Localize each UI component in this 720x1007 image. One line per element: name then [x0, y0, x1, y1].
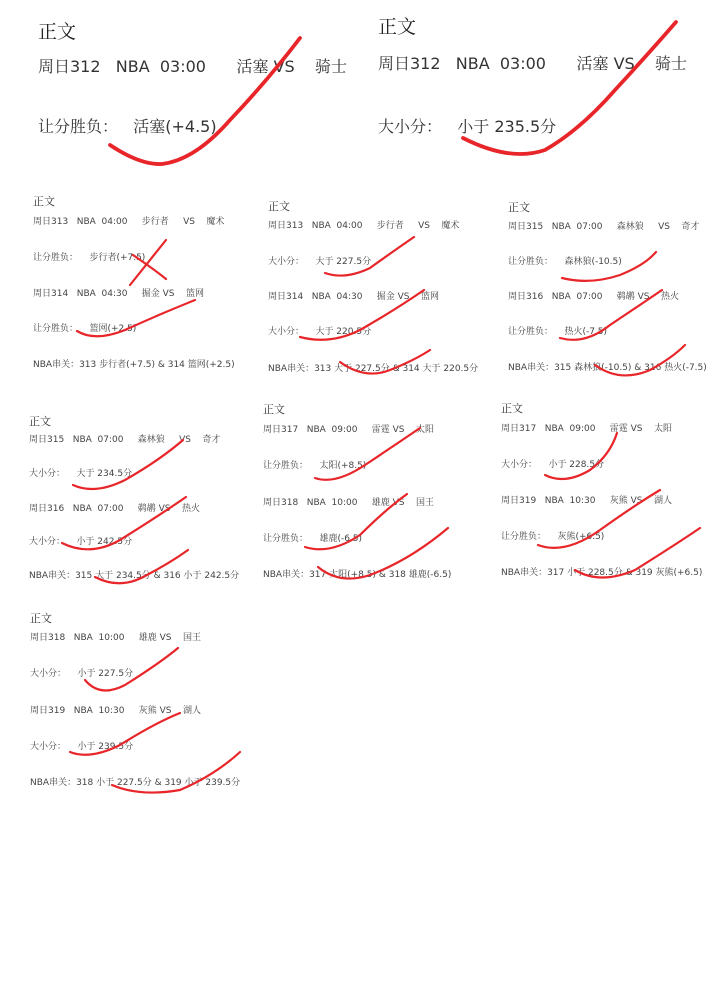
bet-line: 让分胜负： 雄鹿(-6.5): [263, 534, 363, 544]
match-line: 周日317 NBA 09:00 雷霆 VS 太阳: [263, 425, 434, 435]
match-line: 周日313 NBA 04:00 步行者 VS 魔术: [33, 217, 225, 227]
match-line: 周日314 NBA 04:30 掘金 VS 篮网: [33, 289, 204, 299]
match-line: 周日314 NBA 04:30 掘金 VS 篮网: [268, 292, 439, 302]
match-line: 周日317 NBA 09:00 雷霆 VS 太阳: [501, 424, 672, 434]
bet-line: 让分胜负： 活塞(+4.5): [38, 117, 217, 136]
bet-line: 大小分： 小于 228.5分: [501, 460, 605, 470]
bet-line: 大小分： 小于 235.5分: [378, 117, 557, 136]
card-title: 正文: [29, 415, 51, 428]
match-line: 周日319 NBA 10:30 灰熊 VS 湖人: [30, 706, 201, 716]
card-title: 正文: [33, 195, 55, 208]
bet-line: 大小分： 小于 227.5分: [30, 669, 134, 679]
card-title: 正文: [378, 16, 417, 38]
parlay-line: NBA串关：317 太阳(+8.5) & 318 雄鹿(-6.5): [263, 570, 452, 580]
parlay-line: NBA串关：317 小于 228.5分 & 319 灰熊(+6.5): [501, 568, 703, 578]
card-title: 正文: [508, 201, 530, 214]
match-line: 周日312 NBA 03:00 活塞 VS 骑士: [378, 54, 688, 73]
match-line: 周日316 NBA 07:00 鹈鹕 VS 热火: [29, 504, 200, 514]
card-title: 正文: [30, 612, 52, 625]
card-title: 正文: [38, 21, 77, 43]
parlay-line: NBA串关：315 森林狼(-10.5) & 316 热火(-7.5): [508, 363, 707, 373]
check-mark: [315, 428, 420, 480]
match-line: 周日316 NBA 07:00 鹈鹕 VS 热火: [508, 292, 679, 302]
parlay-line: NBA串关：313 步行者(+7.5) & 314 篮网(+2.5): [33, 360, 235, 370]
bet-line: 让分胜负： 太阳(+8.5): [263, 461, 367, 471]
bet-line: 让分胜负： 森林狼(-10.5): [508, 257, 622, 267]
card-title: 正文: [268, 200, 290, 213]
card-title: 正文: [501, 402, 523, 415]
bet-line: 让分胜负： 篮网(+2.5): [33, 324, 137, 334]
match-line: 周日319 NBA 10:30 灰熊 VS 湖人: [501, 496, 672, 506]
bet-line: 让分胜负： 灰熊(+6.5): [501, 532, 605, 542]
match-line: 周日315 NBA 07:00 森林狼 VS 奇才: [508, 222, 700, 232]
bet-line: 大小分： 小于 239.5分: [30, 742, 134, 752]
bet-line: 大小分： 大于 234.5分: [29, 469, 133, 479]
parlay-line: NBA串关：313 大于 227.5分 & 314 大于 220.5分: [268, 364, 479, 374]
match-line: 周日318 NBA 10:00 雄鹿 VS 国王: [263, 498, 434, 508]
match-line: 周日313 NBA 04:00 步行者 VS 魔术: [268, 221, 460, 231]
parlay-line: NBA串关：318 小于 227.5分 & 319 小于 239.5分: [30, 778, 241, 788]
check-mark: [545, 433, 617, 479]
bet-line: 大小分： 大于 220.5分: [268, 327, 372, 337]
bet-line: 大小分： 小于 242.5分: [29, 537, 133, 547]
match-line: 周日318 NBA 10:00 雄鹿 VS 国王: [30, 633, 201, 643]
match-line: 周日315 NBA 07:00 森林狼 VS 奇才: [29, 435, 221, 445]
bet-line: 大小分： 大于 227.5分: [268, 257, 372, 267]
bet-line: 让分胜负： 热火(-7.5): [508, 327, 608, 337]
match-line: 周日312 NBA 03:00 活塞 VS 骑士: [38, 57, 348, 76]
check-mark: [73, 440, 183, 489]
card-title: 正文: [263, 403, 285, 416]
bet-line: 让分胜负： 步行者(+7.5): [33, 253, 146, 263]
parlay-line: NBA串关：315 大于 234.5分 & 316 小于 242.5分: [29, 571, 240, 581]
